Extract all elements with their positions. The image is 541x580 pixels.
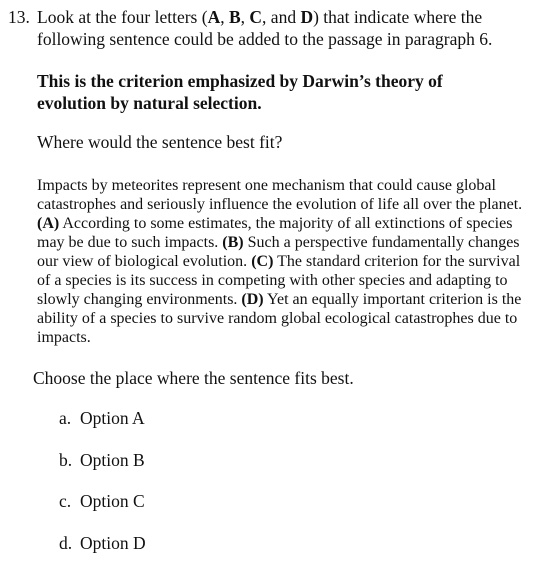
option-label: Option A [80,408,145,428]
question-prompt: Where would the sentence best fit? [37,132,283,152]
option-c[interactable] [59,490,146,532]
insertion-marker-c: (C) [251,253,274,270]
letter-d-bold: D [300,7,314,27]
letter-b-bold: B [228,7,241,27]
option-letter: b. [59,449,73,470]
passage-text: Yet an equally important criterion is the ability of a species to survive random global ecological catastrophes due to impacts. [37,291,522,346]
passage-text: The standard criterion for the survival of a species is its success in competing with other species and adapting to slowly changing environments. [37,253,521,308]
instruction-text: Choose the place where the sentence fits best. [33,368,354,388]
answer-options-list [59,407,146,573]
question-text-part: , and [262,7,301,27]
letter-a-bold: A [207,7,221,27]
question-text-part: , [240,7,250,27]
option-label: Option D [80,532,146,553]
question-header [8,6,536,50]
question-number: 13. [8,7,30,27]
insertion-marker-a: (A) [37,215,60,232]
passage-text: Such a perspective fundamentally changes our view of biological evolution. [37,234,520,270]
option-b[interactable] [59,449,146,491]
option-a[interactable] [59,407,146,449]
passage-text: According to some estimates, the majority of all extinctions of species may be due to such impacts. [37,215,513,251]
question-text [37,6,536,50]
insertion-marker-d: (D) [241,291,264,308]
passage-paragraph [37,176,537,347]
option-d[interactable] [59,532,146,574]
letter-c-bold: C [249,7,263,27]
insert-sentence: This is the criterion emphasized by Darwin’s theory of evolution by natural selection. [37,71,443,113]
option-label: Option C [80,491,145,511]
question-text-part: , [220,7,229,27]
option-letter: d. [59,532,73,553]
question-text-part: Look at the four letters ( [37,7,208,27]
insertion-marker-b: (B) [222,234,244,251]
passage-text: Impacts by meteorites represent one mechanism that could cause global catastrophes and seriously influence the evolution of life all over the planet. [37,177,523,213]
question-text-part: ) that indicate where the following sentence could be added to the passage in paragraph 6. [37,7,493,49]
option-letter: c. [59,491,72,511]
option-label: Option B [80,449,145,470]
option-letter: a. [59,408,72,428]
